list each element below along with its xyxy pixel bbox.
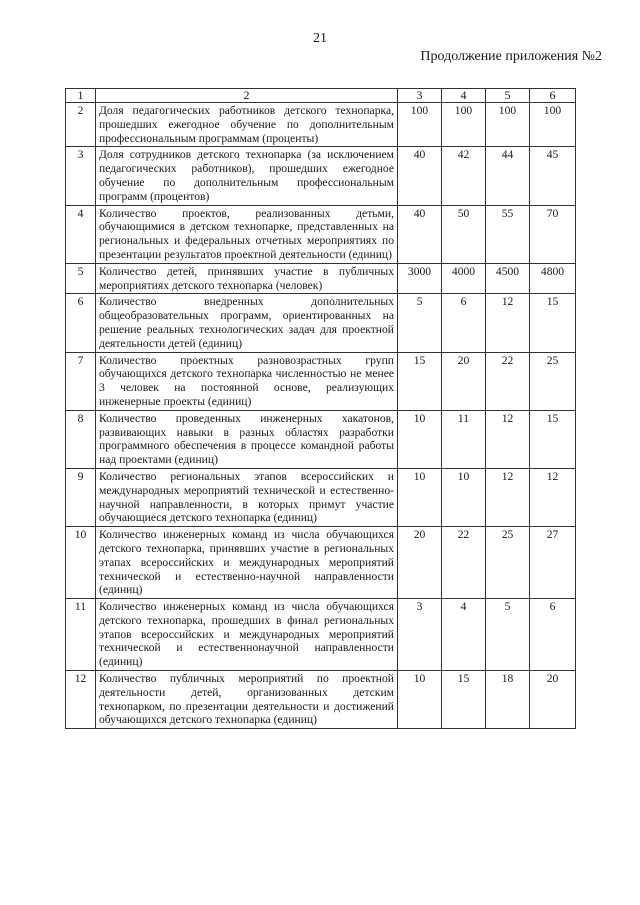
row-number-cell: 7 [66,352,96,410]
value-cell-col5: 100 [486,103,530,147]
value-cell-col6: 15 [530,410,576,468]
indicator-description-cell: Доля педагогических работников детского технопарка, прошедших ежегодное обучение по дополнительным профессиональным программам (проценты) [96,103,398,147]
value-cell-col5: 25 [486,527,530,599]
indicator-description-cell: Количество инженерных команд из числа обучающихся детского технопарка, принявших участие в региональных этапах всероссийских и международных мероприятий технической и естественно-научной направленности (единиц) [96,527,398,599]
row-number-cell: 2 [66,103,96,147]
value-cell-col5: 12 [486,294,530,352]
header-cell: 2 [96,89,398,103]
table-row [66,147,576,205]
indicator-description-cell: Количество публичных мероприятий по проектной деятельности детей, организованных детским технопарком, по презентации деятельности и достижений обучающихся детского технопарка (единиц) [96,671,398,729]
table-row [66,599,576,671]
value-cell-col6: 20 [530,671,576,729]
table-row [66,468,576,526]
table-row [66,103,576,147]
row-number-cell: 6 [66,294,96,352]
header-cell: 6 [530,89,576,103]
value-cell-col3: 100 [398,103,442,147]
value-cell-col5: 5 [486,599,530,671]
value-cell-col4: 100 [442,103,486,147]
indicator-description-cell: Количество инженерных команд из числа обучающихся детского технопарка, прошедших в финал региональных этапов всероссийских и международных мероприятий технической и естественнонаучной направленности (единиц) [96,599,398,671]
value-cell-col3: 10 [398,671,442,729]
page-number: 21 [313,31,327,46]
value-cell-col3: 20 [398,527,442,599]
table-row [66,352,576,410]
value-cell-col3: 40 [398,147,442,205]
table-row [66,294,576,352]
value-cell-col5: 12 [486,468,530,526]
value-cell-col6: 45 [530,147,576,205]
row-number-cell: 8 [66,410,96,468]
row-number-cell: 5 [66,263,96,294]
value-cell-col4: 42 [442,147,486,205]
indicator-description-cell: Доля сотрудников детского технопарка (за исключением педагогических работников), прошедших ежегодное обучение по дополнительным профессиональным программ (процентов) [96,147,398,205]
indicator-description-cell: Количество региональных этапов всероссийских и международных мероприятий технической и естественно-научной направленности, в которых примут участие обучающиеся детского технопарка (единиц) [96,468,398,526]
value-cell-col3: 3000 [398,263,442,294]
value-cell-col3: 3 [398,599,442,671]
row-number-cell: 10 [66,527,96,599]
table-row [66,205,576,263]
row-number-cell: 4 [66,205,96,263]
value-cell-col6: 12 [530,468,576,526]
value-cell-col3: 10 [398,468,442,526]
value-cell-col3: 15 [398,352,442,410]
value-cell-col4: 50 [442,205,486,263]
table-row [66,263,576,294]
value-cell-col6: 6 [530,599,576,671]
value-cell-col6: 100 [530,103,576,147]
value-cell-col6: 4800 [530,263,576,294]
header-cell: 4 [442,89,486,103]
table-row [66,527,576,599]
indicator-description-cell: Количество проведенных инженерных хакатонов, развивающих навыки в разных областях разработки программного обеспечения в процессе командной работы над проектами (единиц) [96,410,398,468]
header-cell: 1 [66,89,96,103]
value-cell-col5: 12 [486,410,530,468]
value-cell-col4: 4000 [442,263,486,294]
indicator-description-cell: Количество внедренных дополнительных общеобразовательных программ, ориентированных на решение реальных технологических задач для проектной деятельности детей (единиц) [96,294,398,352]
value-cell-col5: 44 [486,147,530,205]
value-cell-col4: 11 [442,410,486,468]
value-cell-col6: 25 [530,352,576,410]
indicator-description-cell: Количество проектов, реализованных детьми, обучающимися в детском технопарке, представленных на региональных и федеральных отчетных мероприятиях по презентации результатов проектной деятельности (единиц) [96,205,398,263]
value-cell-col5: 18 [486,671,530,729]
row-number-cell: 9 [66,468,96,526]
value-cell-col6: 27 [530,527,576,599]
value-cell-col4: 15 [442,671,486,729]
table-header-row [66,89,576,103]
header-cell: 3 [398,89,442,103]
value-cell-col3: 40 [398,205,442,263]
value-cell-col4: 4 [442,599,486,671]
value-cell-col4: 6 [442,294,486,352]
value-cell-col4: 20 [442,352,486,410]
value-cell-col6: 70 [530,205,576,263]
table-row [66,410,576,468]
value-cell-col6: 15 [530,294,576,352]
indicators-table [65,88,576,729]
table-row [66,671,576,729]
value-cell-col3: 10 [398,410,442,468]
row-number-cell: 12 [66,671,96,729]
continuation-caption: Продолжение приложения №2 [420,49,602,64]
indicator-description-cell: Количество проектных разновозрастных групп обучающихся детского технопарка численностью не менее 3 человек на постоянной основе, реализующих инженерные проекты (единиц) [96,352,398,410]
row-number-cell: 3 [66,147,96,205]
header-cell: 5 [486,89,530,103]
indicator-description-cell: Количество детей, принявших участие в публичных мероприятиях детского технопарка (человек) [96,263,398,294]
value-cell-col3: 5 [398,294,442,352]
value-cell-col5: 55 [486,205,530,263]
value-cell-col5: 22 [486,352,530,410]
value-cell-col4: 22 [442,527,486,599]
value-cell-col5: 4500 [486,263,530,294]
row-number-cell: 11 [66,599,96,671]
value-cell-col4: 10 [442,468,486,526]
